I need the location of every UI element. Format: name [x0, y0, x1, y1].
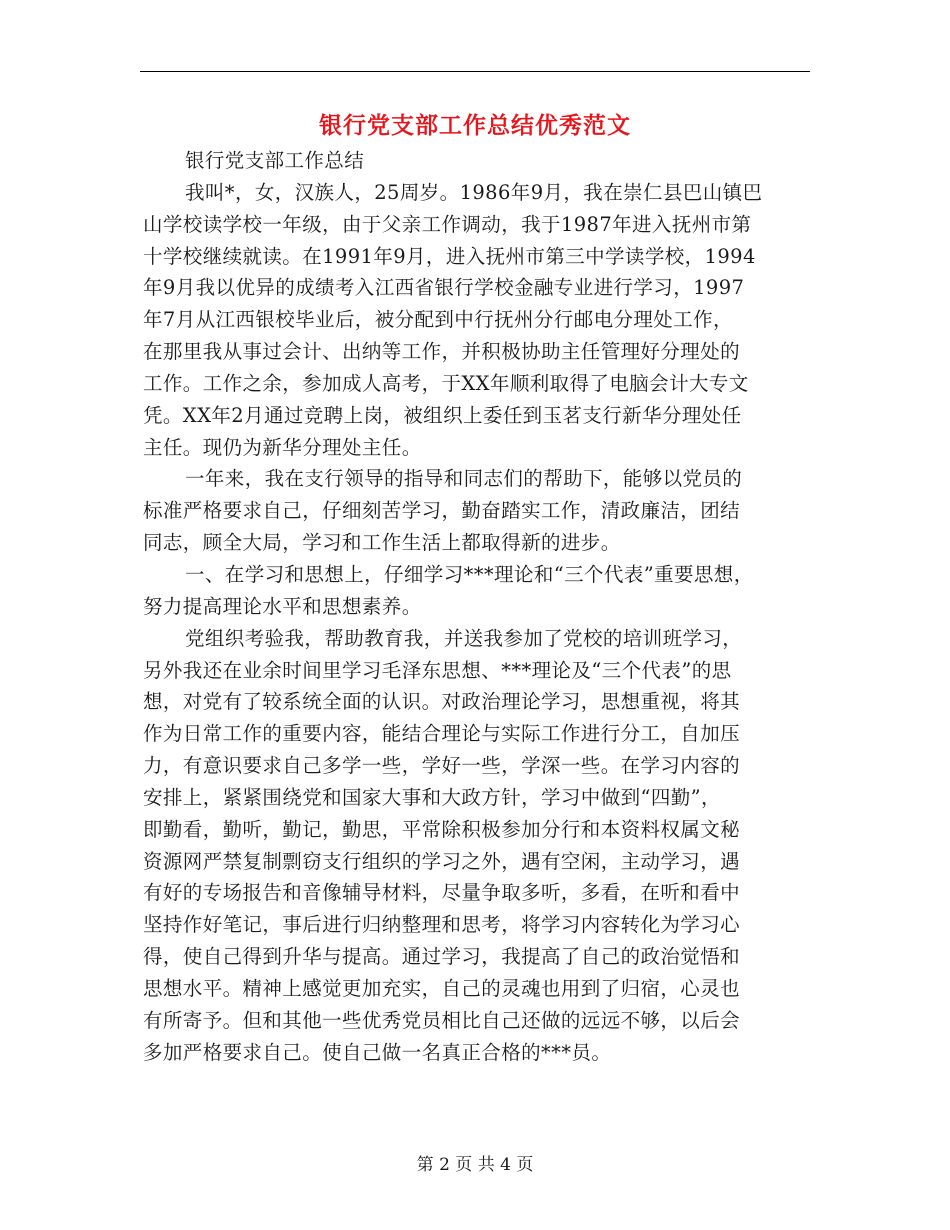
- paragraph-line: 山学校读学校一年级，由于父亲工作调动，我于1987年进入抚州市第: [143, 212, 752, 236]
- paragraph-line: 凭。XX年2月通过竞聘上岗，被组织上委任到玉茗支行新华分理处任: [143, 403, 742, 427]
- paragraph-line: 思想水平。精神上感觉更加充实，自己的灵魂也用到了归宿，心灵也: [143, 976, 741, 1000]
- paragraph-line: 力，有意识要求自己多学一些，学好一些，学深一些。在学习内容的: [143, 754, 741, 778]
- paragraph-line: 我叫*，女，汉族人，25周岁。1986年9月，我在崇仁县巴山镇巴: [185, 180, 763, 204]
- subtitle-line: 银行党支部工作总结: [185, 149, 365, 172]
- page-number: 第 2 页 共 4 页: [416, 1155, 534, 1175]
- paragraph-line: 作为日常工作的重要内容，能结合理论与实际工作进行分工，自加压: [143, 722, 741, 746]
- paragraph-line: 得，使自己得到升华与提高。通过学习，我提高了自己的政治觉悟和: [143, 945, 741, 969]
- paragraph-line: 坚持作好笔记，事后进行归纳整理和思考，将学习内容转化为学习心: [143, 913, 741, 937]
- paragraph-line: 年9月我以优异的成绩考入江西省银行学校金融专业进行学习，1997: [143, 276, 745, 300]
- section-heading-line: 努力提高理论水平和思想素养。: [143, 594, 422, 618]
- paragraph-line: 多加严格要求自己。使自己做一名真正合格的***员。: [143, 1040, 612, 1064]
- paragraph-line: 工作。工作之余，参加成人高考，于XX年顺利取得了电脑会计大专文: [143, 371, 749, 395]
- paragraph-line: 即勤看，勤听，勤记，勤思，平常除积极参加分行和本资料权属文秘: [143, 817, 741, 841]
- paragraph-line: 在那里我从事过会计、出纳等工作，并积极协助主任管理好分理处的: [143, 340, 741, 364]
- paragraph-line: 安排上，紧紧围绕党和国家大事和大政方针，学习中做到“四勤”，: [143, 785, 721, 809]
- header-rule: [140, 71, 810, 72]
- paragraph-line: 主任。现仍为新华分理处主任。: [143, 435, 422, 459]
- document-title: 银行党支部工作总结优秀范文: [319, 112, 631, 139]
- paragraph-line: 十学校继续就读。在1991年9月，进入抚州市第三中学读学校，1994: [143, 244, 756, 268]
- paragraph-line: 一年来，我在支行领导的指导和同志们的帮助下，能够以党员的: [185, 467, 743, 491]
- document-body: [143, 145, 823, 1068]
- paragraph-line: 想，对党有了较系统全面的认识。对政治理论学习，思想重视，将其: [143, 690, 741, 714]
- paragraph-line: 年7月从江西银校毕业后，被分配到中行抚州分行邮电分理处工作，: [143, 308, 733, 332]
- paragraph-line: 有好的专场报告和音像辅导材料，尽量争取多听，多看，在听和看中: [143, 881, 741, 905]
- paragraph-line: 有所寄予。但和其他一些优秀党员相比自己还做的远远不够，以后会: [143, 1008, 741, 1032]
- paragraph-line: 同志，顾全大局，学习和工作生活上都取得新的进步。: [143, 531, 621, 555]
- paragraph-line: 另外我还在业余时间里学习毛泽东思想、***理论及“三个代表”的思: [143, 658, 732, 682]
- paragraph-line: 党组织考验我，帮助教育我，并送我参加了党校的培训班学习，: [185, 626, 743, 650]
- paragraph-line: 标准严格要求自己，仔细刻苦学习，勤奋踏实工作，清政廉洁，团结: [143, 499, 741, 523]
- paragraph-line: 资源网严禁复制剽窃支行组织的学习之外，遇有空闲，主动学习，遇: [143, 849, 741, 873]
- section-heading-line: 一、在学习和思想上，仔细学习***理论和“三个代表”重要思想，: [185, 562, 754, 586]
